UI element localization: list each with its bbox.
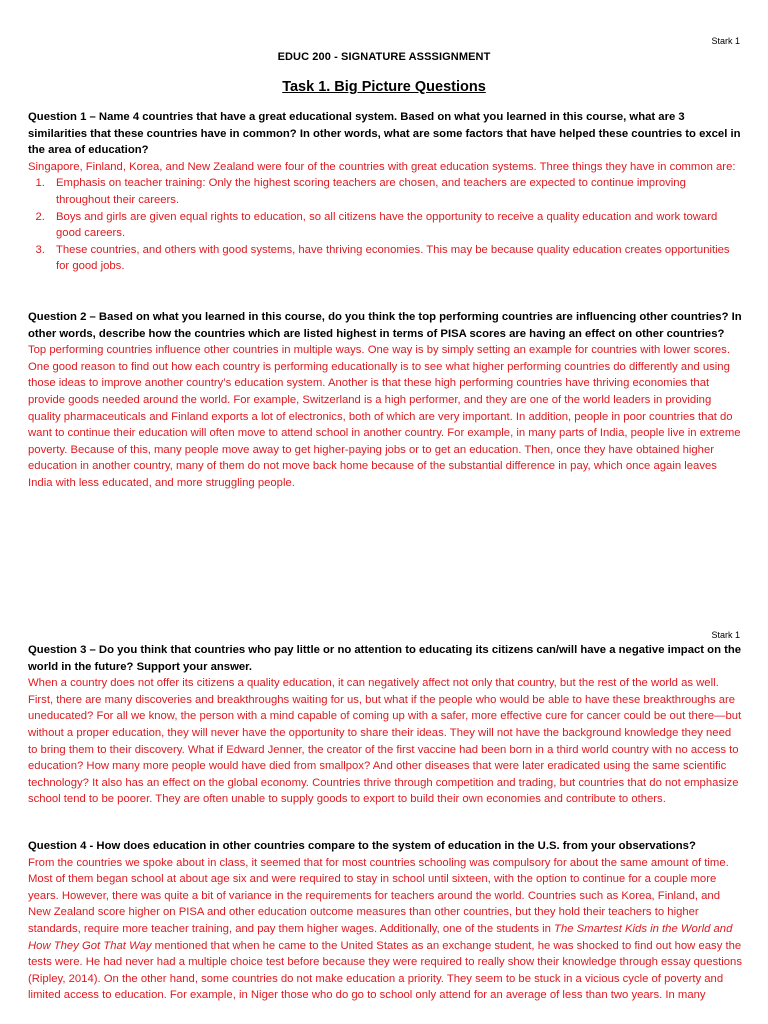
question-text: Question 2 – Based on what you learned in this course, do you think the top performing countries are influencing other countries? In other words, describe how the countries which are listed highest in terms of PISA scores are having an effect on other countries? [28, 311, 742, 340]
question-text: Question 3 – Do you think that countries who pay little or no attention to educating its citizens can/will have a negative impact on the world in the future? Support your answer. [28, 644, 742, 673]
list-item: 2. Boys and girls are given equal rights to education, so all citizens have the opportunity to receive a quality education and work toward good careers. [48, 209, 742, 242]
task-title: Task 1. Big Picture Questions [282, 79, 486, 95]
answer-text: Top performing countries influence other countries in multiple ways. One way is by simply setting an example for countries with lower scores. One good reason to find out how each country is performing educationally is to see what higher performing countries do differently and using those ideas to improve another country’s education system. Another is that these high performing countries have thriving economies that provide goods needed around the world. For example, Switzerland is a high performer, and they are one of the world leaders in providing quality pharmaceuticals and Finland exports a lot of electronics, both of which are very important. In addition, people in poor countries that do want to continue their education will often move to attend school in another country. For example, in many parts of India, people live in extreme poverty. Because of this, many people move away to get higher-paying jobs or to get an education. Then, once they have obtained higher education in another country, many of them do not move back home because of the substantial difference in pay, which once again leaves India with less educated, and more struggling people. [28, 344, 741, 489]
answer-text-part: mentioned that when he came to the United States as an exchange student, he was shocked to find out how easy the tests were. He had never had a multiple choice test before because they were required to really show their knowledge through essay questions (Ripley, 2014). On the other hand, some countries do not make education a priority. They seem to be stuck in a vicious cycle of poverty and limited access to education. For example, in Niger those who do go to school only attend for an average of less than two years. In many [28, 939, 742, 1002]
page-header: Stark 1 [711, 630, 740, 640]
question-block-3 [28, 642, 742, 808]
question-text: Question 4 - How does education in other countries compare to the system of education in the U.S. from your observations? [28, 840, 696, 852]
book-title: The Smartest Kids in the World and How They Got That Way [28, 922, 733, 952]
question-block-1 [28, 109, 742, 275]
answer-intro: Singapore, Finland, Korea, and New Zealand were four of the countries with great education systems. Three things they have in common are: [28, 160, 736, 173]
question-block-2 [28, 309, 742, 492]
answer-text [28, 159, 742, 275]
question-text: Question 1 – Name 4 countries that have a great educational system. Based on what you learned in this course, what are 3 similarities that these countries have in common? In other words, what are some factors that have helped these countries to excel in the area of education? [28, 111, 741, 157]
answer-list [28, 175, 742, 275]
document-title: EDUC 200 - SIGNATURE ASSSIGNMENT [277, 51, 491, 63]
list-item: 3. These countries, and others with good systems, have thriving economies. This may be because quality education creates opportunities for good jobs. [48, 242, 742, 275]
answer-text-part: From the countries we spoke about in class, it seemed that for most countries schooling was compulsory for about the same amount of time. Most of them began school at about age six and were required to stay in school until sixteen, with the option to continue for a couple more years. However, there was quite a bit of variance in the requirements for teachers around the world. Countries such as Korea, Finland, and New Zealand score higher on PISA and other education outcome measures than other countries, but they hold their teachers to higher standards, require more teacher training, and pay them higher wages. Additionally, one of the students in [28, 856, 729, 935]
page-header: Stark 1 [711, 36, 740, 46]
list-item: 1. Emphasis on teacher training: Only the highest scoring teachers are chosen, and teachers are expected to continue improving throughout their careers. [48, 175, 742, 208]
question-block-4 [28, 838, 742, 1004]
answer-text: When a country does not offer its citizens a quality education, it can negatively affect not only that country, but the rest of the world as well. First, there are many discoveries and breakthroughs waiting for us, but what if the people who would be able to have these breakthroughs are uneducated? For all we know, the person with a mind capable of coming up with a safer, more effective cure for cancer could be out there—but without a proper education, they will never have the opportunity to share their ideas. They will not have the background knowledge they need to bring them to their discovery. What if Edward Jenner, the creator of the first vaccine had been born in a third world country with no access to education? How many more people would have died from smallpox? And other diseases that were later eradicated using the same scientific technology? It also has an effect on the global economy. Countries thrive through competition and trading, but countries that do not emphasize school tend to be poorer. They are often unable to supply goods to export to build their own economies and contribute to others. [28, 677, 742, 806]
answer-text [28, 855, 742, 1004]
